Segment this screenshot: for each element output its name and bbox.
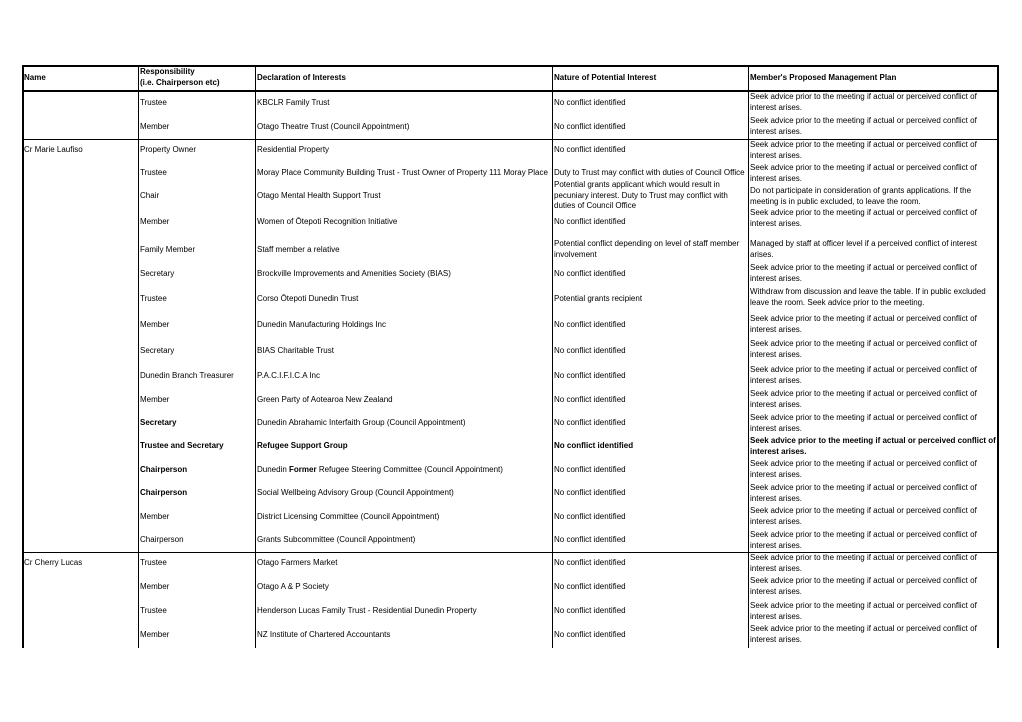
table-header-row (22, 65, 998, 91)
table-row (22, 286, 998, 313)
table-row (22, 623, 998, 647)
column-divider (138, 65, 139, 648)
member-name (22, 207, 138, 238)
management-plan-cell: Seek advice prior to the meeting if actual or perceived conflict of interest arises. (750, 263, 977, 283)
nature-cell: No conflict identified (554, 535, 626, 545)
table-row (22, 412, 998, 435)
declaration-cell: Otago A & P Society (257, 582, 329, 592)
responsibility-cell: Property Owner (140, 145, 197, 155)
member-name (22, 575, 138, 600)
nature-cell: No conflict identified (554, 582, 626, 592)
responsibility-cell: Chairperson (140, 488, 188, 498)
declaration-cell: KBCLR Family Trust (257, 97, 330, 107)
declaration-cell: Social Wellbeing Advisory Group (Council Appointment) (257, 488, 454, 498)
header-nature: Nature of Potential Interest (554, 72, 657, 82)
header-name: Name (24, 72, 46, 82)
nature-cell: No conflict identified (554, 606, 626, 616)
responsibility-cell: Trustee (140, 168, 167, 178)
declaration-cell: Refugee Support Group (257, 441, 348, 451)
table-row (22, 338, 998, 364)
table-row (22, 458, 998, 482)
management-plan-cell: Seek advice prior to the meeting if actual or perceived conflict of interest arises. (750, 314, 977, 334)
management-plan-cell: Seek advice prior to the meeting if actual or perceived conflict of interest arises. (750, 530, 977, 550)
member-name (22, 238, 138, 262)
table-row (22, 179, 998, 211)
management-plan-cell: Seek advice prior to the meeting if actual or perceived conflict of interest arises. (750, 365, 977, 385)
header-declaration: Declaration of Interests (257, 72, 346, 82)
declaration-of-interests-table (22, 65, 998, 648)
member-name (22, 313, 138, 338)
column-divider (748, 65, 749, 648)
table-row (22, 600, 998, 623)
member-name (22, 364, 138, 388)
table-row (22, 364, 998, 388)
nature-cell: No conflict identified (554, 558, 626, 568)
member-name (22, 91, 138, 115)
declaration-cell: Green Party of Aotearoa New Zealand (257, 394, 393, 404)
member-name (22, 623, 138, 647)
declaration-cell: Corso Ōtepoti Dunedin Trust (257, 294, 359, 304)
management-plan-cell: Seek advice prior to the meeting if actual or perceived conflict of interest arises. (750, 506, 977, 526)
nature-cell: Potential conflict depending on level of staff member involvement (554, 239, 740, 259)
member-name (22, 529, 138, 552)
table-row (22, 91, 998, 115)
management-plan-cell: Seek advice prior to the meeting if actual or perceived conflict of interest arises. (750, 92, 977, 112)
table-top-border (22, 65, 998, 67)
table-row (22, 139, 998, 162)
declaration-cell: Otago Theatre Trust (Council Appointment) (257, 121, 410, 131)
member-name (22, 115, 138, 139)
table-row (22, 238, 998, 262)
group-separator (22, 139, 998, 140)
responsibility-cell: Chairperson (140, 535, 184, 545)
responsibility-cell: Dunedin Branch Treasurer (140, 370, 234, 380)
table-row (22, 435, 998, 458)
nature-cell: No conflict identified (554, 418, 626, 428)
declaration-cell: Otago Mental Health Support Trust (257, 190, 381, 200)
management-plan-cell: Seek advice prior to the meeting if actual or perceived conflict of interest arises. (750, 601, 977, 621)
responsibility-cell: Trustee (140, 97, 167, 107)
nature-cell: No conflict identified (554, 217, 626, 227)
table-row (22, 388, 998, 412)
group-separator (22, 552, 998, 553)
member-name (22, 185, 138, 207)
nature-cell: No conflict identified (554, 464, 626, 474)
management-plan-cell: Do not participate in consideration of grants applications. If the meeting is in public excluded, to leave the room. (750, 186, 972, 206)
member-name (22, 458, 138, 482)
table-row (22, 552, 998, 575)
management-plan-cell: Seek advice prior to the meeting if actual or perceived conflict of interest arises. (750, 459, 977, 479)
management-plan-cell: Seek advice prior to the meeting if actual or perceived conflict of interest arises. (750, 413, 977, 433)
nature-cell: No conflict identified (554, 488, 626, 498)
nature-cell: No conflict identified (554, 511, 626, 521)
nature-cell: No conflict identified (554, 394, 626, 404)
nature-cell: No conflict identified (554, 268, 626, 278)
column-divider (997, 65, 999, 648)
nature-cell: No conflict identified (554, 97, 626, 107)
declaration-cell (255, 458, 552, 482)
declaration-cell: Moray Place Community Building Trust - Trust Owner of Property 111 Moray Place (257, 168, 548, 178)
management-plan-cell: Seek advice prior to the meeting if actual or perceived conflict of interest arises. (750, 624, 977, 644)
nature-cell: No conflict identified (554, 145, 626, 155)
header-responsibility: Responsibility (i.e. Chairperson etc) (140, 67, 220, 87)
header-plan: Member's Proposed Management Plan (750, 72, 897, 82)
management-plan-cell: Seek advice prior to the meeting if actual or perceived conflict of interest arises. (750, 140, 977, 160)
nature-cell: No conflict identified (554, 345, 626, 355)
responsibility-cell: Secretary (140, 268, 175, 278)
management-plan-cell: Withdraw from discussion and leave the table. If in public excluded leave the room. Seek advice prior to the meeting. (750, 287, 986, 307)
declaration-text (257, 465, 503, 476)
table-row (22, 115, 998, 139)
table-row (22, 505, 998, 529)
responsibility-cell: Trustee (140, 606, 167, 616)
table-row (22, 207, 998, 238)
declaration-cell: Otago Farmers Market (257, 558, 338, 568)
responsibility-cell: Trustee (140, 558, 167, 568)
declaration-cell: Dunedin Manufacturing Holdings Inc (257, 320, 386, 330)
nature-cell: No conflict identified (554, 629, 626, 639)
declaration-part: Dunedin (257, 464, 290, 474)
member-name (22, 338, 138, 364)
table-row (22, 162, 998, 185)
responsibility-cell: Member (140, 582, 170, 592)
declaration-cell: Dunedin Abrahamic Interfaith Group (Council Appointment) (257, 418, 466, 428)
declaration-cell: Henderson Lucas Family Trust - Residential Dunedin Property (257, 606, 477, 616)
management-plan-cell: Seek advice prior to the meeting if actual or perceived conflict of interest arises. (750, 483, 977, 503)
declaration-cell: Brockville Improvements and Amenities Society (BIAS) (257, 268, 451, 278)
declaration-part: Former (289, 464, 317, 474)
responsibility-cell: Chairperson (140, 464, 188, 474)
declaration-cell: P.A.C.I.F.I.C.A Inc (257, 370, 320, 380)
nature-cell: No conflict identified (554, 441, 634, 451)
member-name (22, 162, 138, 185)
member-name: Cr Marie Laufiso (24, 145, 83, 155)
nature-cell: No conflict identified (554, 121, 626, 131)
responsibility-cell: Trustee (140, 294, 167, 304)
member-name (22, 435, 138, 458)
column-divider (255, 65, 256, 648)
responsibility-cell: Chair (140, 190, 160, 200)
declaration-cell: BIAS Charitable Trust (257, 345, 334, 355)
responsibility-cell: Trustee and Secretary (140, 441, 224, 451)
responsibility-cell: Family Member (140, 244, 196, 254)
management-plan-cell: Seek advice prior to the meeting if actual or perceived conflict of interest arises. (750, 389, 977, 409)
member-name: Cr Cherry Lucas (24, 558, 83, 568)
member-name (22, 286, 138, 313)
management-plan-cell: Seek advice prior to the meeting if actual or perceived conflict of interest arises. (750, 163, 977, 183)
nature-cell: Duty to Trust may conflict with duties of Council Office (554, 168, 745, 178)
table-row (22, 529, 998, 552)
declaration-cell: Women of Ōtepoti Recognition Initiative (257, 217, 398, 227)
member-name (22, 388, 138, 412)
responsibility-cell: Member (140, 121, 170, 131)
nature-cell: Potential grants recipient (554, 294, 643, 304)
management-plan-cell: Seek advice prior to the meeting if actual or perceived conflict of interest arises. (750, 553, 977, 573)
responsibility-cell: Secretary (140, 418, 177, 428)
member-name (22, 505, 138, 529)
table-row (22, 262, 998, 286)
responsibility-cell: Member (140, 629, 170, 639)
declaration-cell: Grants Subcommittee (Council Appointment) (257, 535, 416, 545)
member-name (22, 600, 138, 623)
column-divider (552, 65, 553, 648)
declaration-cell: Residential Property (257, 145, 330, 155)
member-name (22, 262, 138, 286)
member-name (22, 482, 138, 505)
column-divider (22, 65, 24, 648)
management-plan-cell: Seek advice prior to the meeting if actual or perceived conflict of interest arises. (750, 339, 977, 359)
declaration-cell: Staff member a relative (257, 244, 340, 254)
nature-cell: Potential grants applicant which would result in pecuniary interest. Duty to Trust may conflict with duties of Council Office (554, 179, 728, 211)
table-row (22, 313, 998, 338)
nature-cell: No conflict identified (554, 370, 626, 380)
management-plan-cell: Seek advice prior to the meeting if actual or perceived conflict of interest arises. (750, 576, 977, 596)
table-row (22, 575, 998, 600)
responsibility-cell: Member (140, 394, 170, 404)
management-plan-cell: Seek advice prior to the meeting if actual or perceived conflict of interest arises. (750, 436, 996, 456)
responsibility-cell: Member (140, 320, 170, 330)
table-row (22, 482, 998, 505)
header-bottom-border (22, 90, 998, 92)
declaration-cell: District Licensing Committee (Council Appointment) (257, 511, 440, 521)
management-plan-cell: Seek advice prior to the meeting if actual or perceived conflict of interest arises. (750, 208, 977, 228)
management-plan-cell: Seek advice prior to the meeting if actual or perceived conflict of interest arises. (750, 116, 977, 136)
declaration-cell: NZ Institute of Chartered Accountants (257, 629, 391, 639)
responsibility-cell: Member (140, 217, 170, 227)
management-plan-cell: Managed by staff at officer level if a perceived conflict of interest arises. (750, 239, 977, 259)
nature-cell: No conflict identified (554, 320, 626, 330)
declaration-part: Refugee Steering Committee (Council Appointment) (316, 464, 503, 474)
responsibility-cell: Secretary (140, 345, 175, 355)
responsibility-cell: Member (140, 511, 170, 521)
member-name (22, 412, 138, 435)
